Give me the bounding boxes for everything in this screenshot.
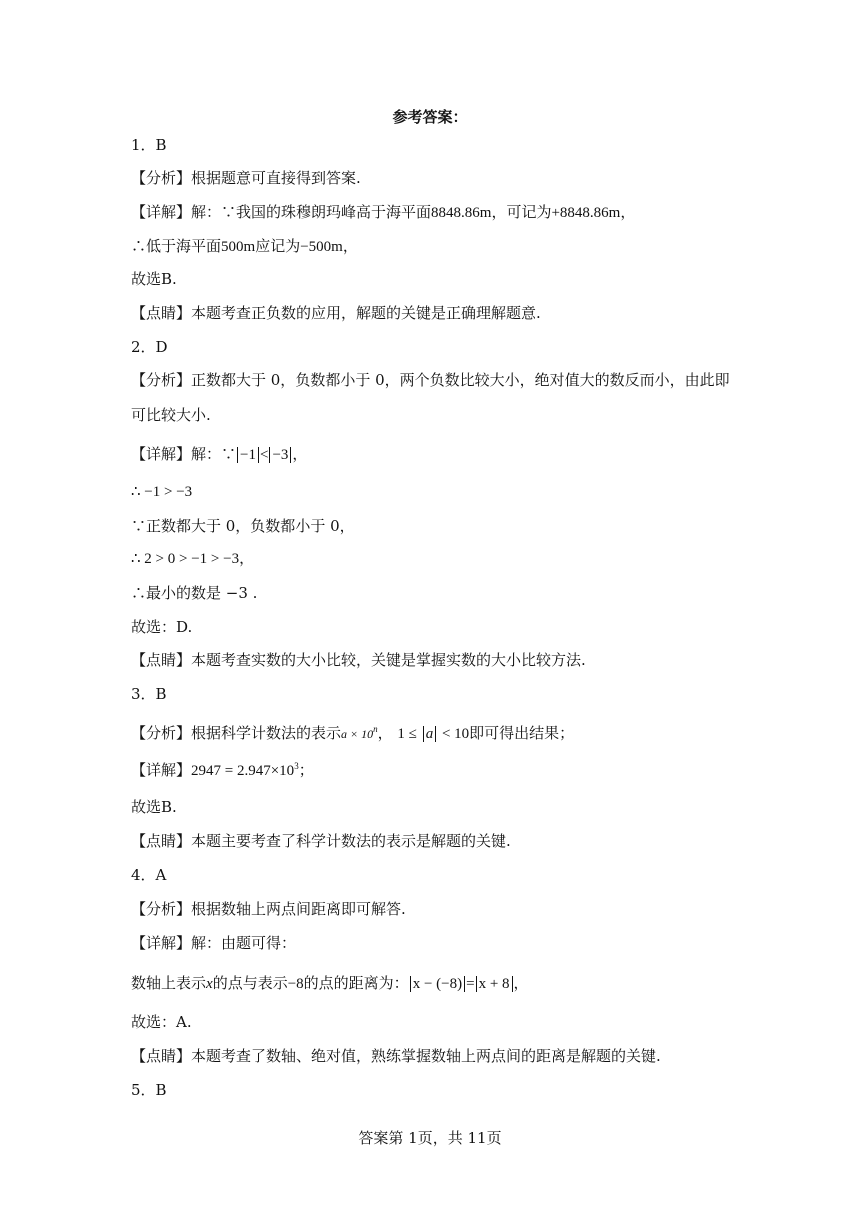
q4-line-end: ， — [513, 974, 529, 992]
q3-detail-end: ； — [298, 761, 314, 779]
q2-abs-1: −1 — [237, 447, 259, 463]
q4-line-mid: 的点与表示 — [212, 974, 288, 992]
q2-detail-end: ， — [292, 445, 308, 463]
q1-step-val2: −500m — [300, 239, 343, 255]
q3-analysis-mid: ， — [377, 724, 393, 742]
q3-choice: 故选B. — [131, 798, 177, 816]
q1-choice: 故选B. — [131, 270, 177, 288]
q3-sci-base: a × 10 — [341, 727, 374, 741]
q4-number: 4．A — [131, 866, 167, 884]
q3-range-abs: a — [423, 726, 437, 742]
q2-comment: 【点睛】本题考查实数的大小比较，关键是掌握实数的大小比较方法. — [131, 651, 586, 669]
q2-step-1: ∴ −1 > −3 — [131, 484, 193, 500]
q3-analysis — [131, 723, 574, 744]
q2-analysis-2: 可比较大小. — [131, 406, 211, 424]
q4-choice: 故选：A. — [131, 1013, 192, 1031]
q2-choice: 故选：D. — [131, 618, 193, 636]
q2-step-4: ∴最小的数是 −3 . — [131, 584, 258, 602]
q4-abs-a: x − (−8) — [410, 976, 465, 992]
q4-line-val: −8 — [287, 976, 304, 992]
q2-abs-2: −3 — [269, 447, 291, 463]
q1-step-prefix: ∴低于海平面 — [131, 237, 222, 255]
q4-line-prefix: 数轴上表示 — [131, 974, 207, 992]
q1-number: 1．B — [131, 136, 167, 154]
q1-step-end: ， — [342, 237, 358, 255]
page-footer: 答案第 1页，共 11页 — [358, 1129, 502, 1147]
q1-detail-val2: +8848.86m — [551, 205, 621, 221]
q1-detail-val1: 8848.86m — [431, 205, 492, 221]
q3-comment: 【点睛】本题主要考查了科学计数法的表示是解题的关键. — [131, 832, 511, 850]
q3-detail-prefix: 【详解】 — [131, 761, 192, 779]
q2-step-2: ∵正数都大于 0，负数都小于 0， — [131, 517, 355, 535]
q1-detail-mid: ，可记为 — [491, 203, 552, 221]
q4-distance-line — [131, 973, 529, 994]
q4-detail: 【详解】解：由题可得： — [131, 934, 297, 952]
q1-comment: 【点睛】本题考查正负数的应用，解题的关键是正确理解题意. — [131, 304, 541, 322]
q1-detail-prefix: 【详解】解：∵我国的珠穆朗玛峰高于海平面 — [131, 203, 432, 221]
q2-detail — [131, 444, 307, 465]
q3-sci-exp: n — [373, 724, 378, 734]
q4-line-mid2: 的点的距离为： — [303, 974, 409, 992]
page-title: 参考答案： — [392, 108, 468, 126]
q5-number: 5．B — [131, 1081, 167, 1099]
q1-step — [131, 236, 358, 257]
q1-analysis: 【分析】根据题意可直接得到答案. — [131, 169, 361, 187]
q4-abs-b: x + 8 — [476, 976, 513, 992]
q3-detail-expr: 2947 = 2.947×10 — [191, 763, 295, 779]
q2-lt: < — [259, 447, 269, 463]
q2-detail-prefix: 【详解】解：∵ — [131, 445, 237, 463]
q3-analysis-prefix: 【分析】根据科学计数法的表示 — [131, 724, 342, 742]
q2-analysis-1: 【分析】正数都大于 0，负数都小于 0，两个负数比较大小，绝对值大的数反而小，由此即 — [131, 371, 730, 389]
q4-line-x: x — [206, 976, 213, 992]
q3-number: 3．B — [131, 685, 167, 703]
q4-analysis: 【分析】根据数轴上两点间距离即可解答. — [131, 900, 406, 918]
q1-step-mid: 应记为 — [255, 237, 301, 255]
q3-range-left: 1 ≤ — [397, 726, 417, 742]
q2-number: 2．D — [131, 338, 168, 356]
q4-eq: = — [466, 976, 475, 992]
q4-comment: 【点睛】本题考查了数轴、绝对值，熟练掌握数轴上两点间的距离是解题的关键. — [131, 1047, 661, 1065]
q2-step-3: ∴ 2 > 0 > −1 > −3， — [131, 551, 255, 567]
q3-range-right: < 10即可得出结果； — [441, 726, 575, 742]
q1-step-val1: 500m — [221, 239, 256, 255]
q1-detail-end: ， — [620, 203, 636, 221]
q1-detail — [131, 202, 635, 223]
q3-detail — [131, 760, 314, 781]
q3-detail-exp: 3 — [294, 761, 299, 771]
